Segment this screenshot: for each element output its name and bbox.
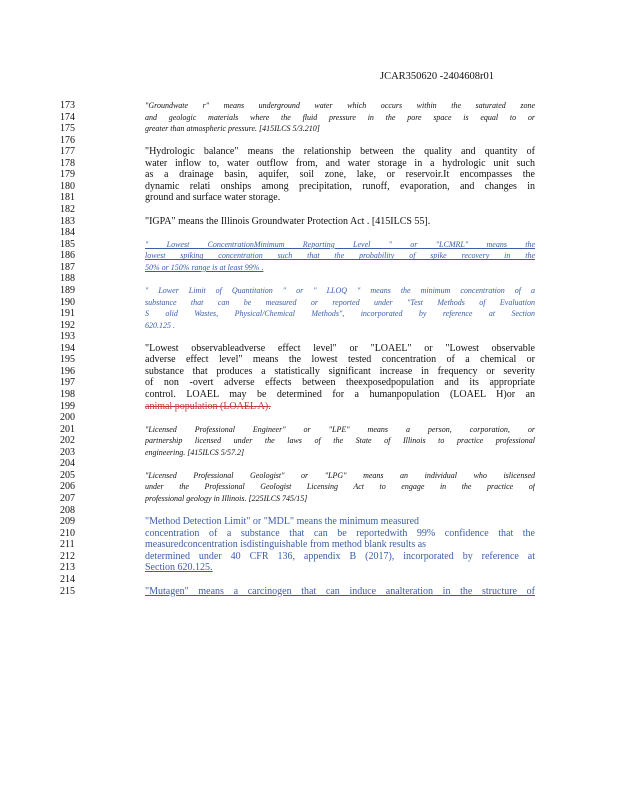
line-number: 181 <box>60 192 75 204</box>
document-line <box>0 285 618 297</box>
document-line <box>0 412 618 424</box>
line-text: substance that can be measured or reported under "Test Methods of Evaluation <box>145 297 535 307</box>
line-text: "Lowest observableadverse effect level" or "LOAEL" or "Lowest observable <box>145 342 535 354</box>
document-line <box>0 227 618 239</box>
line-text: ground and surface water storage. <box>145 192 281 204</box>
document-line <box>0 539 618 551</box>
line-number: 209 <box>60 516 75 528</box>
line-text: "Method Detection Limit" or "MDL" means the minimum measured <box>145 516 420 528</box>
document-line <box>0 343 618 355</box>
line-text: control. LOAEL may be determined for a humanpopulation (LOAEL H)or an <box>145 389 535 400</box>
line-number: 187 <box>60 261 75 273</box>
document-line <box>0 354 618 366</box>
line-number: 201 <box>60 423 75 435</box>
document-line <box>0 273 618 285</box>
document-id-header: JCAR350620 -2404608r01 <box>380 71 495 82</box>
line-number: 212 <box>60 550 75 562</box>
line-text: and geologic materials where the fluid pressure in the pore space is equal to or <box>145 112 535 122</box>
line-number: 179 <box>60 169 75 181</box>
document-line <box>0 181 618 193</box>
line-number: 197 <box>60 377 75 389</box>
line-number: 182 <box>60 204 75 216</box>
document-line <box>0 158 618 170</box>
line-number: 204 <box>60 458 75 470</box>
line-number: 196 <box>60 365 75 377</box>
line-number: 189 <box>60 284 75 296</box>
line-text: water inflow to, water outflow from, and water storage in a hydrologic unit such <box>145 157 535 169</box>
document-line <box>0 100 618 112</box>
line-number: 180 <box>60 180 75 192</box>
document-line <box>0 262 618 274</box>
line-number: 214 <box>60 573 75 585</box>
document-line <box>0 528 618 540</box>
line-number: 192 <box>60 319 75 331</box>
line-text: "Groundwate r" means underground water which occurs within the saturated zone <box>145 101 535 110</box>
line-text: as a drainage basin, aquifer, soil zone, lake, or reservoir.It encompasses the <box>145 169 535 181</box>
document-line <box>0 586 618 598</box>
line-number: 185 <box>60 238 75 250</box>
document-line <box>0 331 618 343</box>
document-line <box>0 481 618 493</box>
line-number: 206 <box>60 481 75 493</box>
line-text: 620.125 . <box>145 320 175 330</box>
line-text: "Hydrologic balance" means the relationship between the quality and quantity of <box>145 146 535 158</box>
document-line <box>0 320 618 332</box>
line-number: 188 <box>60 273 75 285</box>
document-line <box>0 516 618 528</box>
document-line <box>0 424 618 436</box>
line-number: 193 <box>60 331 75 343</box>
document-line <box>0 297 618 309</box>
line-text: Section 620.125. <box>145 562 213 574</box>
document-line <box>0 447 618 459</box>
line-number: 177 <box>60 146 75 158</box>
line-number: 184 <box>60 227 75 239</box>
line-number: 200 <box>60 412 75 424</box>
document-line <box>0 123 618 135</box>
document-line <box>0 366 618 378</box>
document-line <box>0 216 618 228</box>
document-line <box>0 250 618 262</box>
document-line <box>0 146 618 158</box>
line-number: 195 <box>60 354 75 366</box>
line-text: adverse effect level" means the lowest tested concentration of a chemical or <box>145 354 535 366</box>
line-number: 202 <box>60 435 75 447</box>
line-number: 203 <box>60 446 75 458</box>
line-text: measuredconcentration isdistinguishable from method blank results as <box>145 539 427 551</box>
line-text: of non -overt adverse effects between theexposedpopulation and its appropriate <box>145 377 535 389</box>
line-text: lowest spiking concentration such that the probability of spike recovery in the <box>145 251 535 261</box>
line-text: "Licensed Professional Engineer" or "LPE" means a person, corporation, or <box>145 424 535 434</box>
line-number: 174 <box>60 111 75 123</box>
line-text: animal population (LOAEL A). <box>145 400 271 412</box>
line-text: under the Professional Geologist Licensing Act to engage in the practice of <box>145 482 535 492</box>
document-line <box>0 169 618 181</box>
document-line <box>0 470 618 482</box>
line-number: 198 <box>60 389 75 400</box>
document-line <box>0 135 618 147</box>
line-text: "Mutagen" means a carcinogen that can induce analteration in the structure of <box>145 585 535 597</box>
line-text: dynamic relati onships among precipitation, runoff, evaporation, and changes in <box>145 180 535 192</box>
document-line <box>0 493 618 505</box>
document-line <box>0 239 618 251</box>
line-text: concentration of a substance that can be reportedwith 99% confidence that the <box>145 527 535 539</box>
line-number: 191 <box>60 308 75 320</box>
line-text: professional geology in Illinois. [225ILCS 745/15] <box>145 494 308 504</box>
document-line <box>0 574 618 586</box>
line-text: "IGPA" means the Illinois Groundwater Protection Act . [415ILCS 55]. <box>145 215 431 227</box>
line-text: " Lowest ConcentrationMinimum Reporting Level " or "LCMRL" means the <box>145 239 535 249</box>
line-number: 178 <box>60 157 75 169</box>
document-line <box>0 377 618 389</box>
document-line <box>0 401 618 413</box>
document-line <box>0 505 618 517</box>
document-line <box>0 435 618 447</box>
line-text: " Lower Limit of Quantitation " or " LLOQ " means the minimum concentration of a <box>145 285 535 295</box>
line-number: 199 <box>60 400 75 412</box>
line-text: determined under 40 CFR 136, appendix B (2017), incorporated by reference at <box>145 550 535 562</box>
line-text: partnership licensed under the laws of the State of Illinois to practice professional <box>145 436 535 446</box>
line-number: 173 <box>60 100 75 111</box>
line-text: "Licensed Professional Geologist" or "LPG" means an individual who islicensed <box>145 470 535 480</box>
line-number: 213 <box>60 562 75 574</box>
line-text: S olid Wastes, Physical/Chemical Methods", incorporated by reference at Section <box>145 309 535 319</box>
line-text: engineering. [415ILCS 5/57.2] <box>145 447 245 457</box>
line-text: greater than atmospheric pressure. [415ILCS 5/3.210] <box>145 124 320 134</box>
line-number: 211 <box>60 539 75 551</box>
document-line <box>0 389 618 401</box>
document-line <box>0 112 618 124</box>
line-number: 194 <box>60 342 75 354</box>
line-text: substance that produces a statistically significant increase in frequency or severity <box>145 365 535 377</box>
line-number: 176 <box>60 134 75 146</box>
document-line <box>0 551 618 563</box>
line-text: 50% or 150% range is at least 99% . <box>145 262 264 272</box>
document-line <box>0 458 618 470</box>
line-number: 186 <box>60 250 75 262</box>
line-number: 205 <box>60 469 75 481</box>
line-number: 215 <box>60 585 75 597</box>
document-line <box>0 192 618 204</box>
line-number: 190 <box>60 296 75 308</box>
document-line <box>0 204 618 216</box>
document-line <box>0 308 618 320</box>
line-number: 207 <box>60 493 75 505</box>
line-number: 175 <box>60 123 75 135</box>
document-line <box>0 562 618 574</box>
line-number: 183 <box>60 215 75 227</box>
line-number: 210 <box>60 527 75 539</box>
line-number: 208 <box>60 504 75 516</box>
